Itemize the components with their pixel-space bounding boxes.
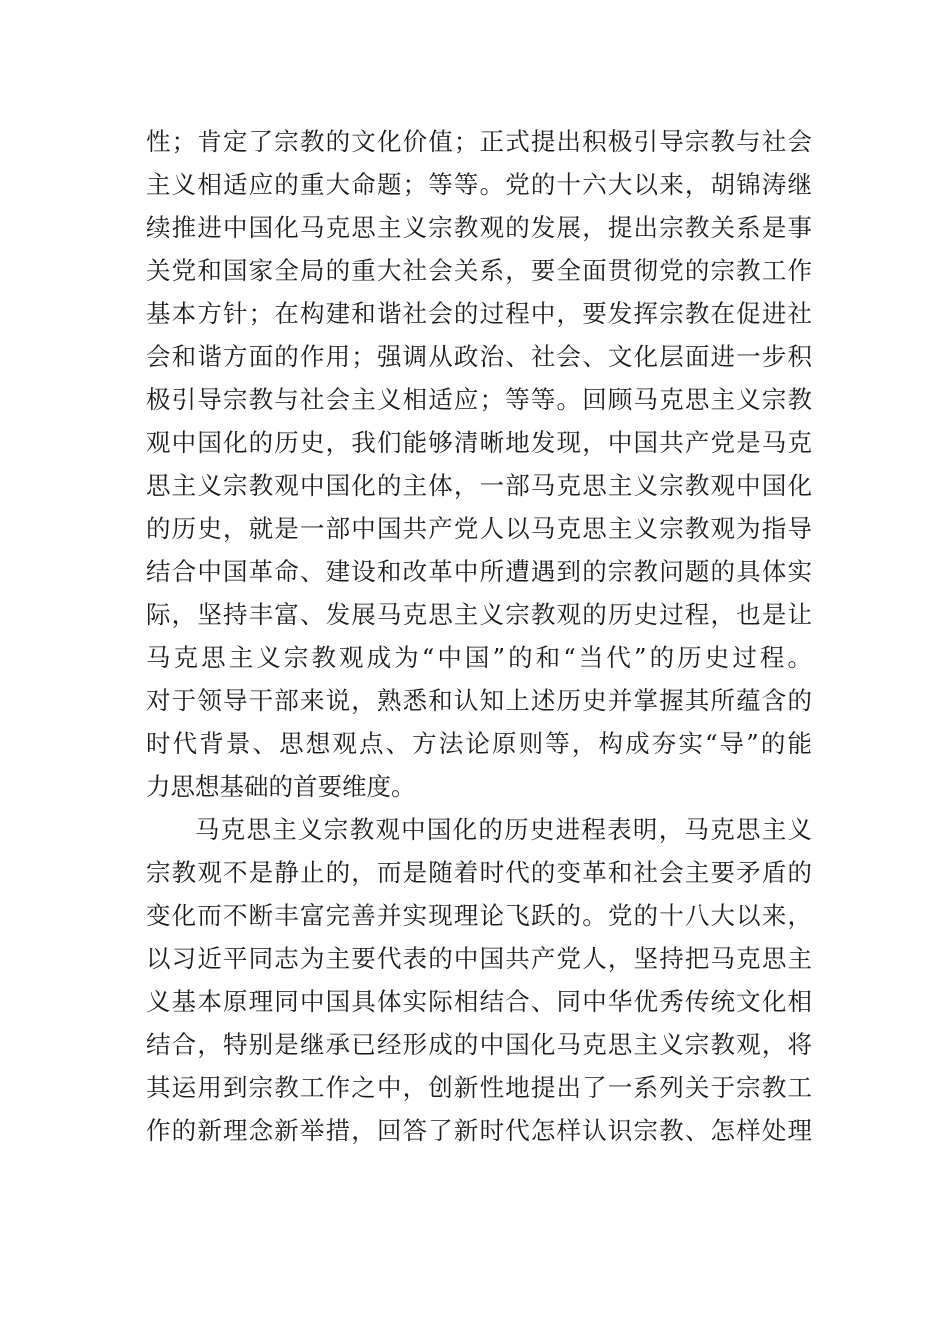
- text-line: 其运用到宗教工作之中，创新性地提出了一系列关于宗教工: [146, 1073, 812, 1102]
- paragraph-1: [146, 120, 812, 808]
- text-line: 马克思主义宗教观成为“中国”的和“当代”的历史过程。: [146, 643, 812, 672]
- text-line: 时代背景、思想观点、方法论原则等，构成夯实“导”的能: [146, 729, 812, 758]
- text-line: 会和谐方面的作用；强调从政治、社会、文化层面进一步积: [146, 342, 812, 371]
- text-line: 对于领导干部来说，熟悉和认知上述历史并掌握其所蕴含的: [146, 686, 812, 715]
- text-line: 思主义宗教观中国化的主体，一部马克思主义宗教观中国化: [146, 471, 812, 500]
- text-line: 主义相适应的重大命题；等等。党的十六大以来，胡锦涛继: [146, 170, 812, 199]
- paragraph-2: [146, 808, 812, 1152]
- text-line: 宗教观不是静止的，而是随着时代的变革和社会主要矛盾的: [146, 858, 812, 887]
- text-line: 作的新理念新举措，回答了新时代怎样认识宗教、怎样处理: [146, 1116, 812, 1145]
- text-line: 结合中国革命、建设和改革中所遭遇到的宗教问题的具体实: [146, 557, 812, 586]
- text-line: 极引导宗教与社会主义相适应；等等。回顾马克思主义宗教: [146, 385, 812, 414]
- text-line: 变化而不断丰富完善并实现理论飞跃的。党的十八大以来，: [146, 901, 812, 930]
- text-line: 结合，特别是继承已经形成的中国化马克思主义宗教观，将: [146, 1030, 812, 1059]
- text-line: 力思想基础的首要维度。: [146, 772, 416, 801]
- body-text: [146, 120, 812, 1152]
- text-line: 际，坚持丰富、发展马克思主义宗教观的历史过程，也是让: [146, 600, 812, 629]
- text-line: 以习近平同志为主要代表的中国共产党人，坚持把马克思主: [146, 944, 812, 973]
- text-line: 关党和国家全局的重大社会关系，要全面贯彻党的宗教工作: [146, 256, 812, 285]
- text-line: 马克思主义宗教观中国化的历史进程表明，马克思主义: [195, 815, 812, 844]
- text-line: 的历史，就是一部中国共产党人以马克思主义宗教观为指导: [146, 514, 812, 543]
- text-line: 义基本原理同中国具体实际相结合、同中华优秀传统文化相: [146, 987, 812, 1016]
- text-line: 性；肯定了宗教的文化价值；正式提出积极引导宗教与社会: [146, 127, 812, 156]
- text-line: 基本方针；在构建和谐社会的过程中，要发挥宗教在促进社: [146, 299, 812, 328]
- text-line: 观中国化的历史，我们能够清晰地发现，中国共产党是马克: [146, 428, 812, 457]
- text-line: 续推进中国化马克思主义宗教观的发展，提出宗教关系是事: [146, 213, 812, 242]
